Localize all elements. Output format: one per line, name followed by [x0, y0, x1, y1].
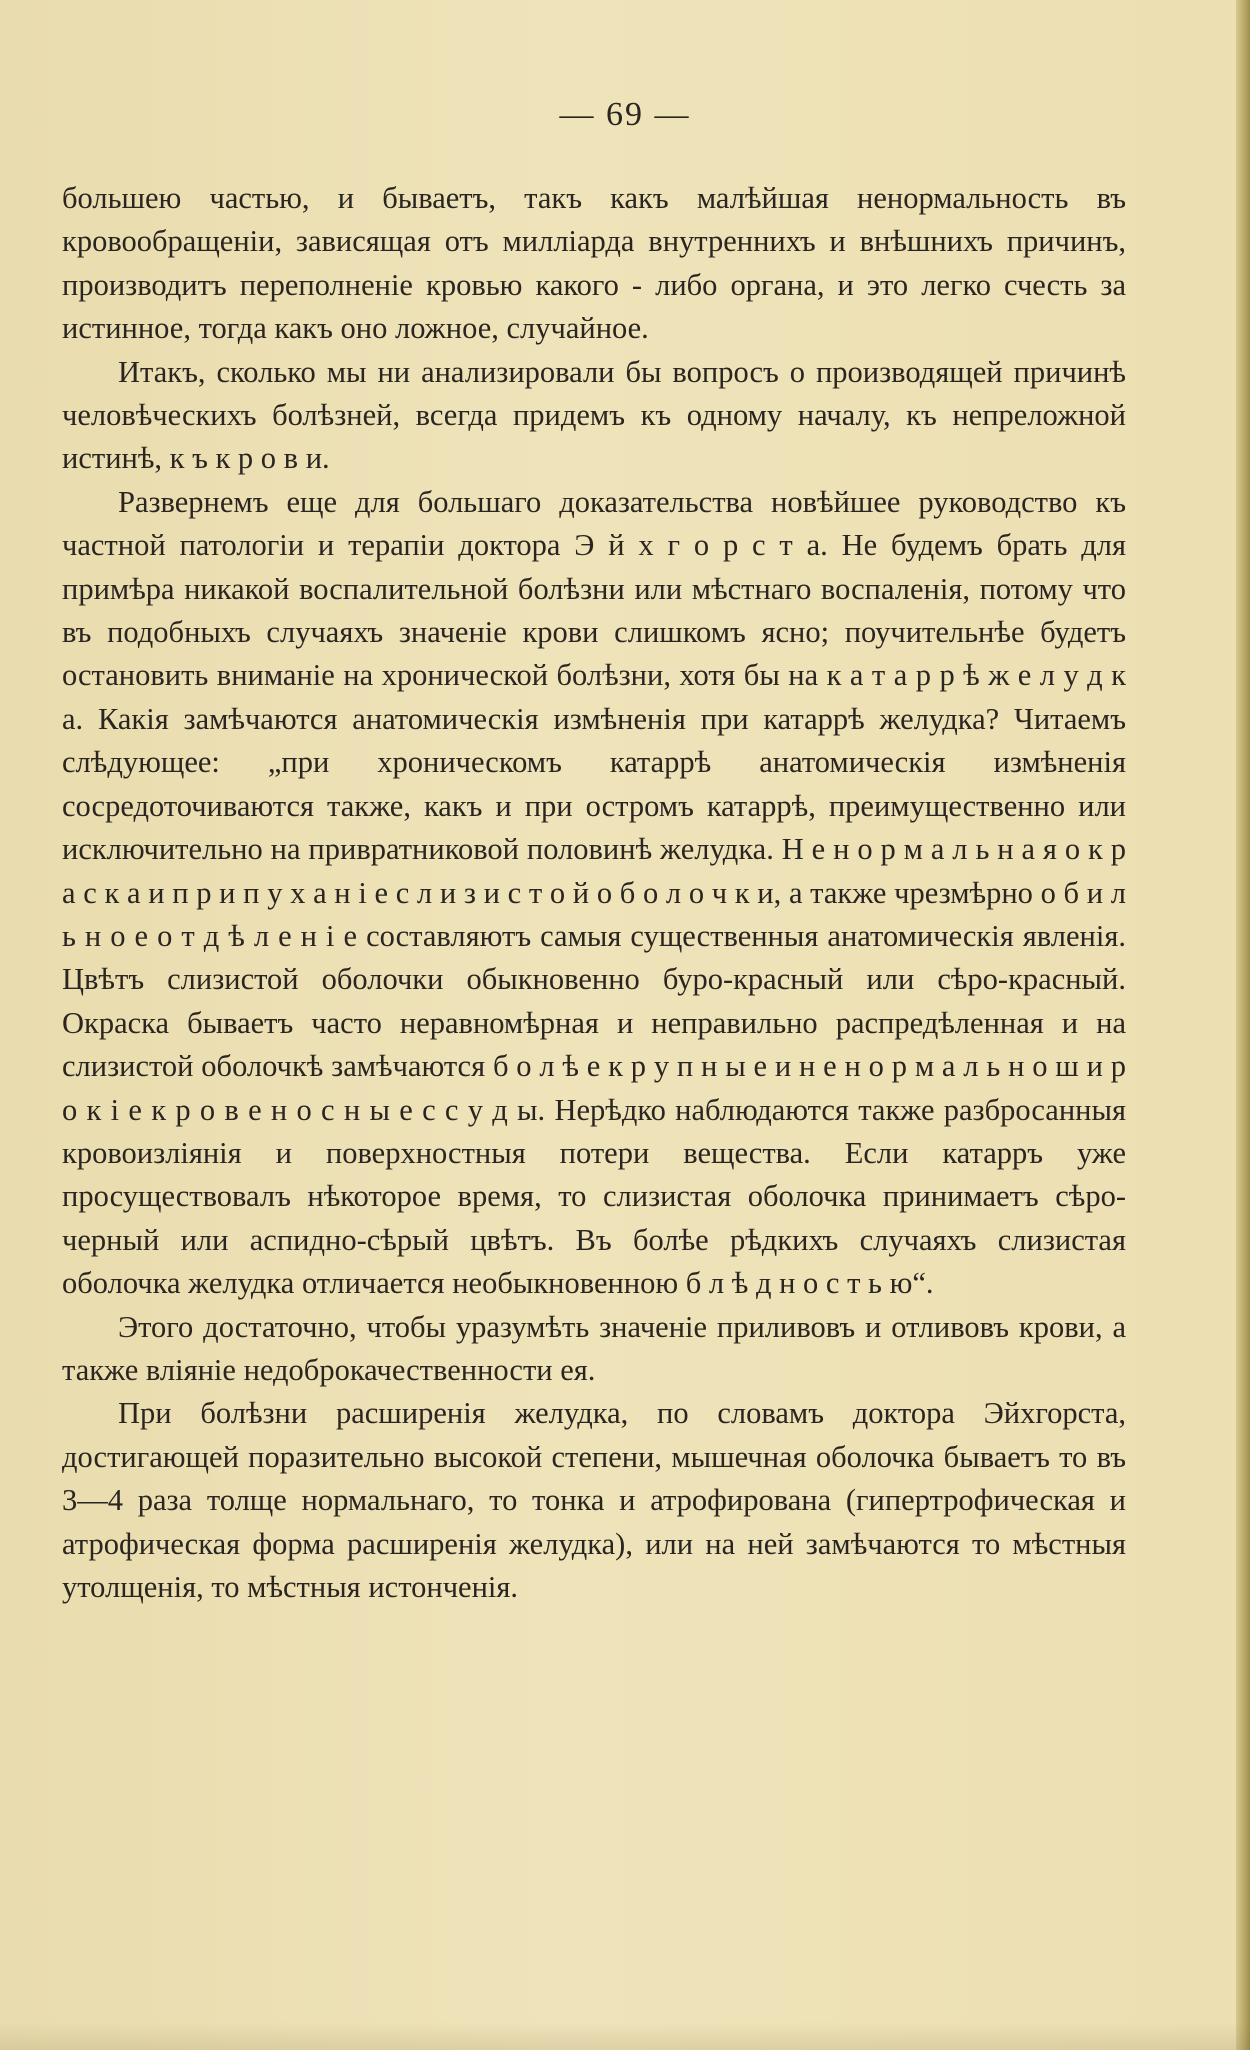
paragraph: большею частью, и бываетъ, такъ какъ малѣйшая ненормальность въ кровообращенiи, зависящая отъ миллiарда внутреннихъ и внѣшнихъ причинъ, производитъ переполненiе кровью какого - либо органа, и это легко счесть за истинное, тогда какъ оно ложное, случайное.	[62, 181, 1126, 346]
paragraph: При болѣзни расширенiя желудка, по словамъ доктора Эйхгорста, достигающей поразительно высокой степени, мышечная оболочка бываетъ то въ 3—4 раза толще нормальнаго, то тонка и атрофирована (гипертрофическая и атрофическая форма расширенiя желудка), или на ней замѣчаются то мѣстныя утолщенiя, то мѣстныя истонченiя.	[62, 1396, 1126, 1604]
paragraph: Развернемъ еще для большаго доказательства новѣйшее руководство къ частной патологiи и терапiи доктора Э й х г о р с т а. Не будемъ брать для примѣра никакой воспалительной болѣзни или мѣстнаго воспаленiя, потому что въ подобныхъ случаяхъ значенiе крови слишкомъ ясно; поучительнѣе будетъ остановить вниманiе на хронической болѣзни, хотя бы на к а т а р р ѣ ж е л у д к а. Какiя замѣчаются анатомическiя измѣненiя при катаррѣ желудка? Читаемъ слѣдующее: „при хроническомъ катаррѣ анатомическiя измѣненiя сосредоточиваются также, какъ и при остромъ катаррѣ, преимущественно или исключительно на привратниковой половинѣ желудка. Н е н о р м а л ь н а я о к р а с к а и п р и п у х а н i е с л и з и с т о й о б о л о ч к и, а также чрезмѣрно о б и л ь н о е о т д ѣ л е н i е составляютъ самыя существенныя анатомическiя явленiя. Цвѣтъ слизистой оболочки обыкновенно буро-красный или сѣро-красный. Окраска бываетъ часто неравномѣрная и неправильно распредѣленная и на слизистой оболочкѣ замѣчаются б о л ѣ е к р у п н ы е и н е н о р м а л ь н о ш и р о к i е к р о в е н о с н ы е с с у д ы. Нерѣдко наблюдаются также разбросанныя кровоизлiянiя и поверхностныя потери вещества. Если катарръ уже просуществовалъ нѣкоторое время, то слизистая оболочка принимаетъ сѣро-черный или аспидно-сѣрый цвѣтъ. Въ болѣе рѣдкихъ случаяхъ слизистая оболочка желудка отличается необыкновенною б л ѣ д н о с т ь ю“.	[62, 484, 1126, 1301]
page-bottom-shade	[0, 2022, 1250, 2050]
paragraph: Итакъ, сколько мы ни анализировали бы вопросъ о производящей причинѣ человѣческихъ болѣзней, всегда придемъ къ одному началу, къ непреложной истинѣ, к ъ к р о в и.	[62, 354, 1126, 476]
page-edge	[1236, 0, 1250, 2050]
body-text	[62, 177, 1126, 1609]
paragraph: Этого достаточно, чтобы уразумѣть значенiе приливовъ и отливовъ крови, а также влiянiе недоброкачественности ея.	[62, 1309, 1126, 1387]
page-number: — 69 —	[559, 96, 691, 133]
